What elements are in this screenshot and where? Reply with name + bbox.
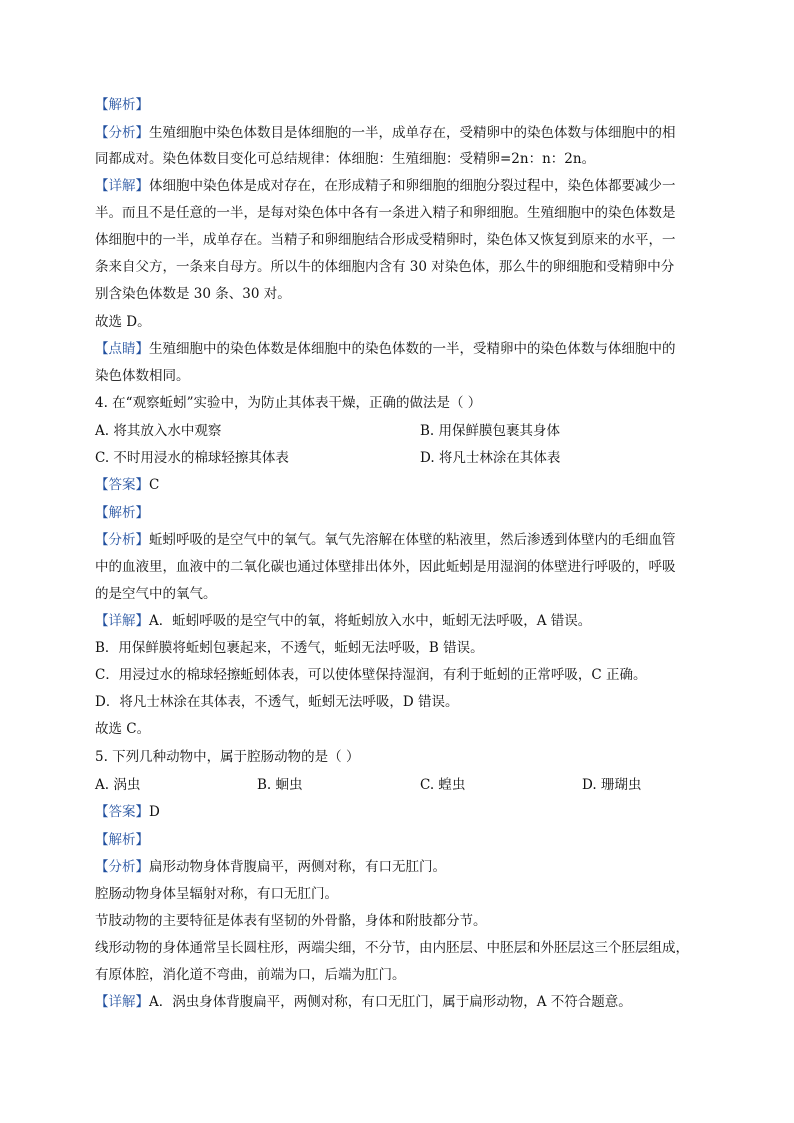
q4-option-b: B. 用保鲜膜包裹其身体 <box>420 423 561 439</box>
analysis-heading: 【解析】 <box>95 97 149 113</box>
q4-analysis-line: 中的血液里，血液中的二氧化碳也通过体壁排出体外，因此蚯蚓是用湿润的体壁进行呼吸的，呼吸 <box>95 559 676 575</box>
q4-detail-b: B．用保鲜膜将蚯蚓包裹起来，不透气，蚯蚓无法呼吸，B 错误。 <box>95 640 484 656</box>
detail-paragraph-line: 别含染色体数是 30 条、30 对。 <box>95 286 291 302</box>
q4-analysis-heading: 【解析】 <box>95 505 149 521</box>
q4-analysis-paragraph: 【分析】蚯蚓呼吸的是空气中的氧气。氧气先溶解在体壁的粘液里，然后渗透到体壁内的毛细血管 <box>95 532 676 548</box>
q4-option-a: A. 将其放入水中观察 <box>95 423 222 439</box>
q4-answer: 【答案】C <box>95 477 160 493</box>
q4-option-c: C. 不时用浸水的棉球轻擦其体表 <box>95 450 289 466</box>
tip-paragraph-line: 染色体数相同。 <box>95 368 190 384</box>
detail-paragraph: 【详解】体细胞中染色体是成对存在，在形成精子和卵细胞的细胞分裂过程中，染色体都要减少一 <box>95 178 676 194</box>
q5-analysis-line: 线形动物的身体通常呈长圆柱形，两端尖细，不分节，由内胚层、中胚层和外胚层这三个胚层组成， <box>95 940 689 956</box>
analysis-tag: 【分析】 <box>95 125 149 141</box>
q5-analysis-line: 节肢动物的主要特征是体表有坚韧的外骨骼，身体和附肢都分节。 <box>95 913 487 929</box>
question-5-stem: 5. 下列几种动物中，属于腔肠动物的是（ ） <box>95 749 360 765</box>
detail-paragraph-line: 半。而且不是任意的一半，是每对染色体中各有一条进入精子和卵细胞。生殖细胞中的染色体数是 <box>95 205 676 221</box>
q5-detail-paragraph: 【详解】A．涡虫身体背腹扁平，两侧对称，有口无肛门，属于扁形动物，A 不符合题意。 <box>95 994 632 1010</box>
conclusion-text: 故选 D。 <box>95 314 151 330</box>
q4-analysis-line: 的是空气中的氧气。 <box>95 586 217 602</box>
q4-detail-paragraph: 【详解】A．蚯蚓呼吸的是空气中的氧，将蚯蚓放入水中，蚯蚓无法呼吸，A 错误。 <box>95 613 592 629</box>
detail-tag: 【详解】 <box>95 178 149 194</box>
q5-analysis-heading: 【解析】 <box>95 832 149 848</box>
q5-option-b: B. 蛔虫 <box>257 777 303 793</box>
tip-tag: 【点睛】 <box>95 341 149 357</box>
q5-option-a: A. 涡虫 <box>95 777 141 793</box>
q5-analysis-line: 腔肠动物身体呈辐射对称，有口无肛门。 <box>95 886 338 902</box>
question-4-stem: 4. 在“观察蚯蚓”实验中，为防止其体表干燥，正确的做法是（ ） <box>95 395 482 411</box>
q5-answer: 【答案】D <box>95 804 160 820</box>
analysis-paragraph-line: 同都成对。染色体数目变化可总结规律：体细胞：生殖细胞：受精卵=2n：n：2n。 <box>95 151 596 167</box>
tip-paragraph: 【点睛】生殖细胞中的染色体数是体细胞中的染色体数的一半，受精卵中的染色体数与体细胞中的 <box>95 341 676 357</box>
q5-analysis-line: 有原体腔，消化道不弯曲，前端为口，后端为肛门。 <box>95 967 406 983</box>
q4-detail-c: C．用浸过水的棉球轻擦蚯蚓体表，可以使体壁保持湿润，有利于蚯蚓的正常呼吸，C 正确。 <box>95 667 647 683</box>
q4-option-d: D. 将凡士林涂在其体表 <box>420 450 561 466</box>
detail-paragraph-line: 条来自父方，一条来自母方。所以牛的体细胞内含有 30 对染色体，那么牛的卵细胞和受精卵中分 <box>95 259 675 275</box>
q5-option-d: D. 珊瑚虫 <box>582 777 642 793</box>
detail-paragraph-line: 体细胞中的一半，成单存在。当精子和卵细胞结合形成受精卵时，染色体又恢复到原来的水平，一 <box>95 232 676 248</box>
q4-detail-d: D．将凡士林涂在其体表，不透气，蚯蚓无法呼吸，D 错误。 <box>95 694 459 710</box>
analysis-paragraph: 【分析】生殖细胞中染色体数目是体细胞的一半，成单存在，受精卵中的染色体数与体细胞中的相 <box>95 125 676 141</box>
q5-analysis-paragraph: 【分析】扁形动物身体背腹扁平，两侧对称，有口无肛门。 <box>95 859 446 875</box>
q4-conclusion: 故选 C。 <box>95 721 151 737</box>
q5-option-c: C. 蝗虫 <box>420 777 466 793</box>
